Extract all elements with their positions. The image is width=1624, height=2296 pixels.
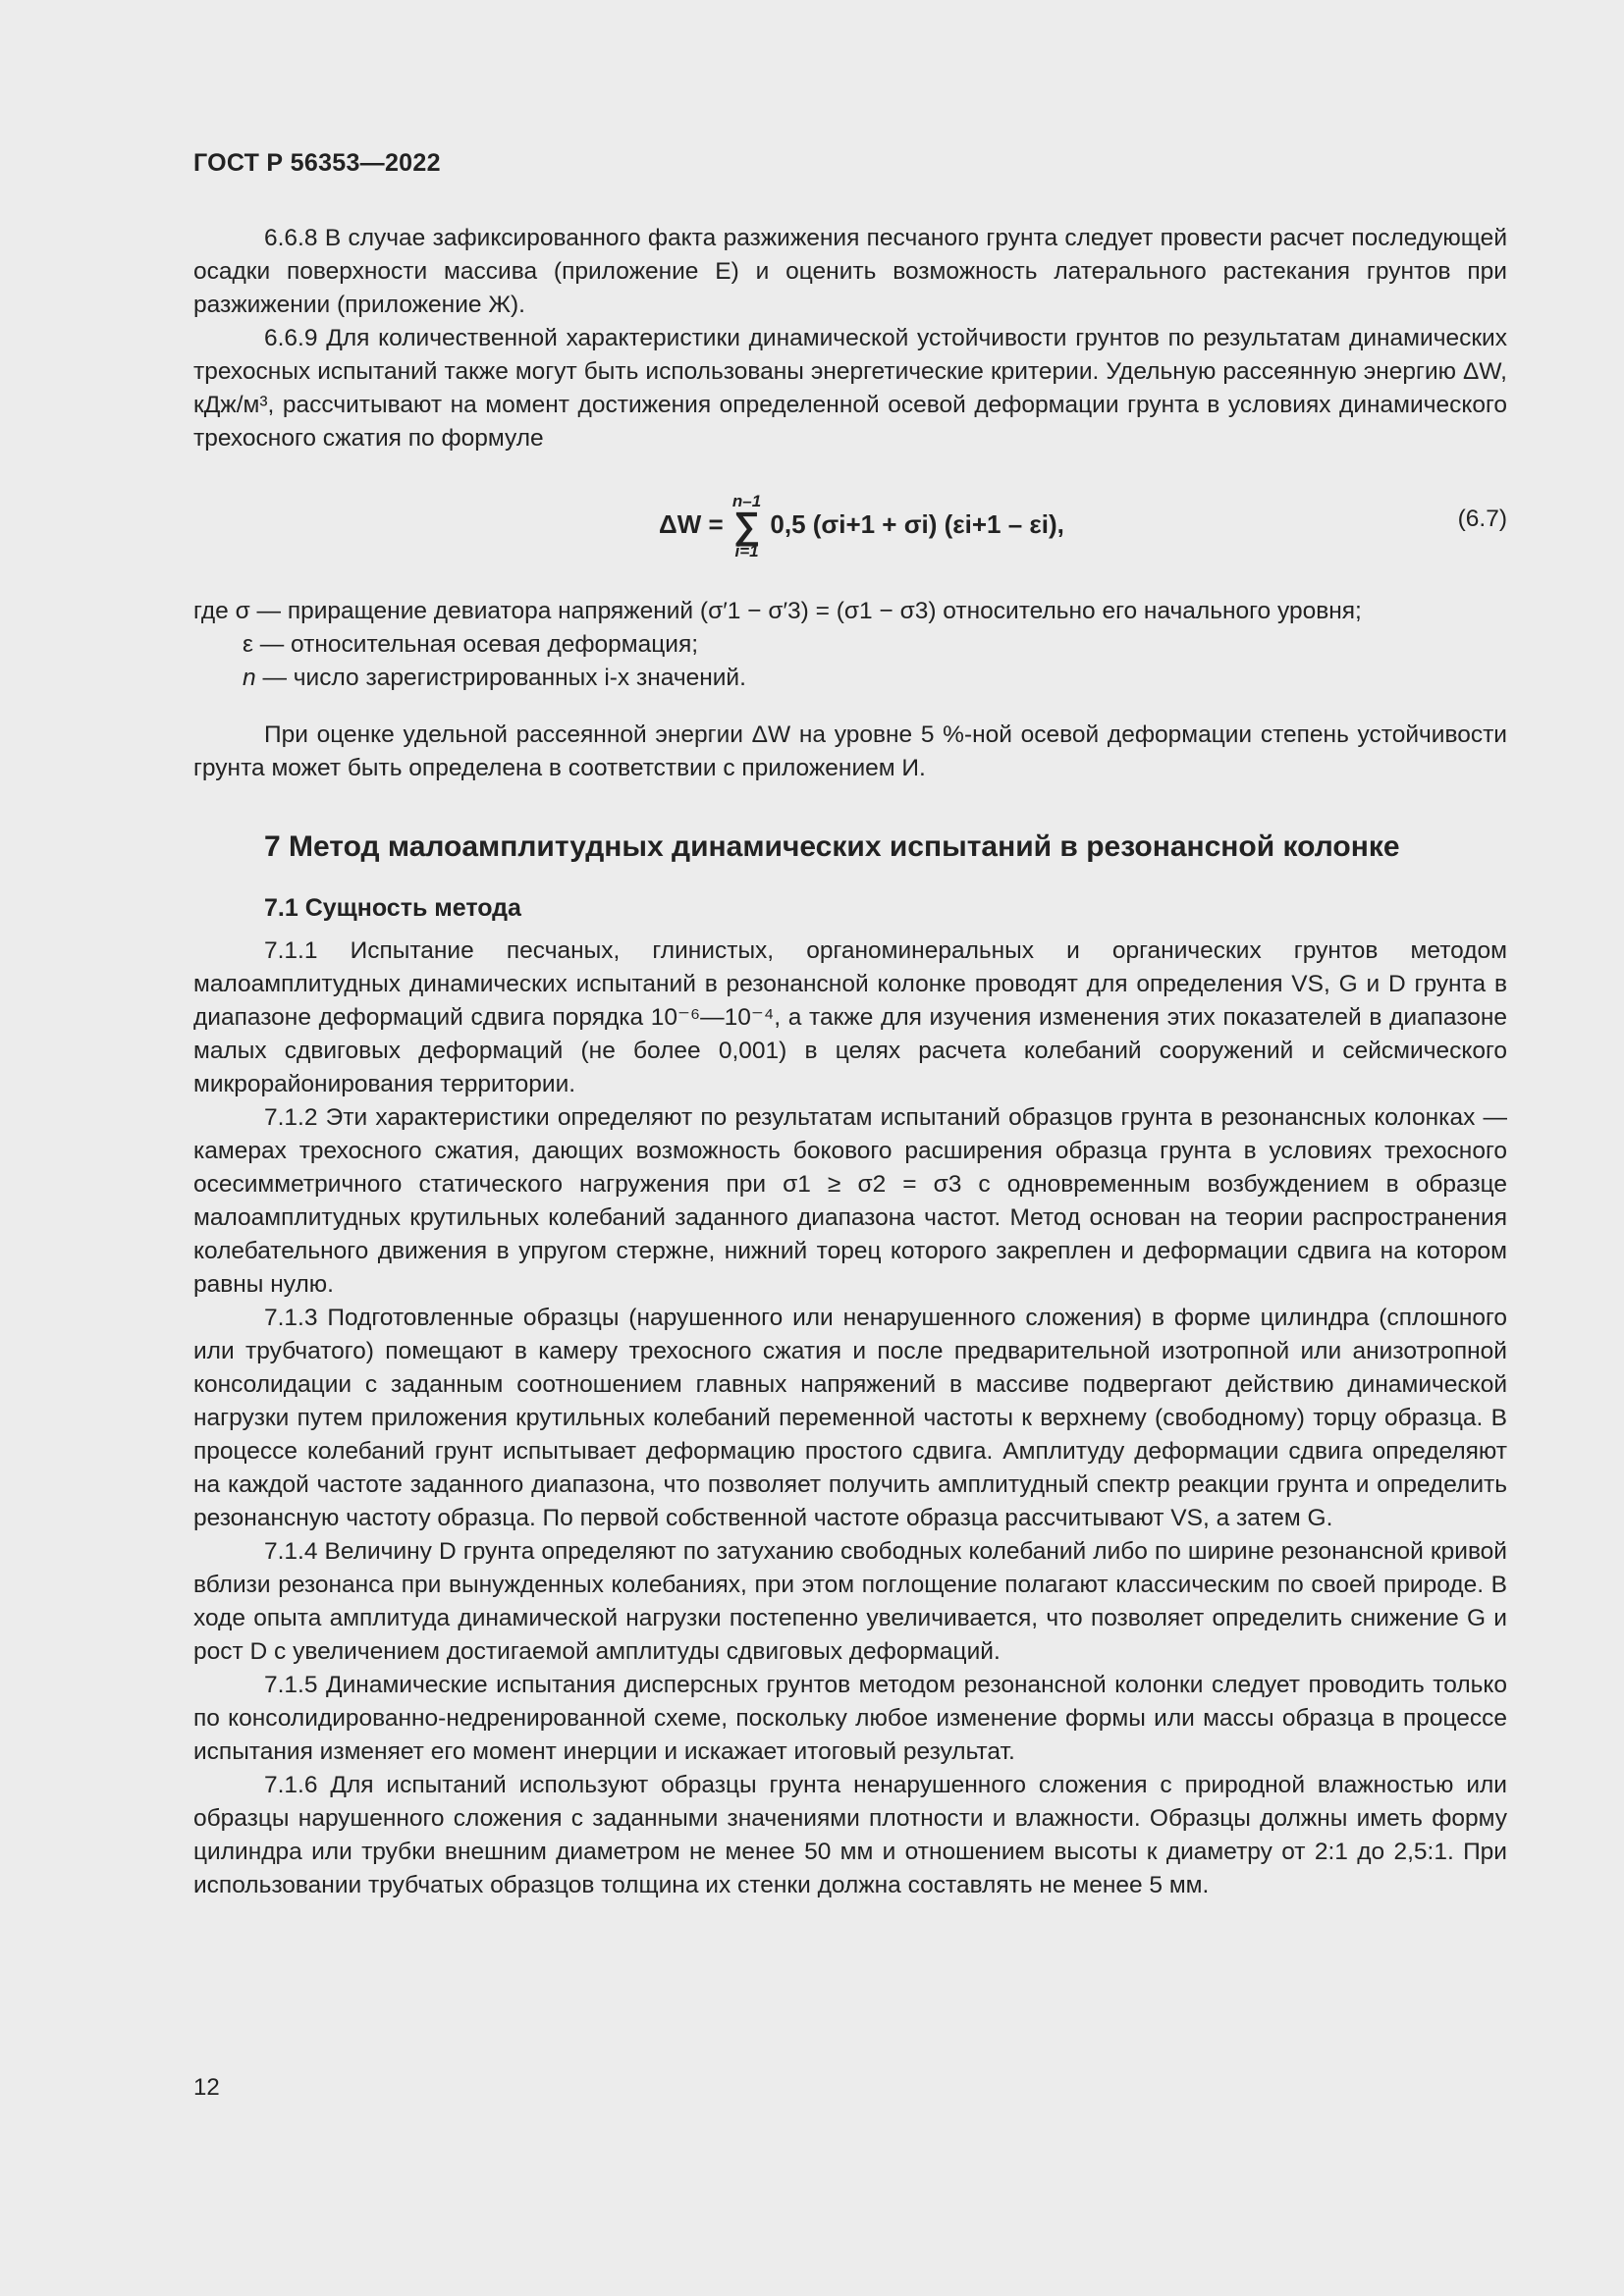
page-content [193, 222, 1507, 1902]
where-line-n [193, 662, 1507, 695]
formula-6-7 [193, 473, 1507, 589]
sigma-icon: ∑ [732, 506, 761, 547]
where-symbol: ε [243, 631, 253, 658]
paragraph-6-6-8: 6.6.8 В случае зафиксированного факта разжижения песчаного грунта следует провести расчет последующей осадки поверхности массива (приложение Е) и оценить возможность латерального растекания грунтов при разжижении (приложение Ж). [193, 225, 1507, 318]
summation [732, 493, 761, 560]
paragraph-7-1-1: 7.1.1 Испытание песчаных, глинистых, органоминеральных и органических грунтов методом малоамплитудных динамических испытаний в резонансной колонке проводят для определения VS, G и D грунта в диапазоне деформаций сдвига порядка 10⁻⁶—10⁻⁴, а также для изучения изменения этих показателей в диапазоне малых сдвиговых деформаций (не более 0,001) в целях расчета колебаний сооружений и сейсмического микрорайонирования территории. [193, 937, 1507, 1097]
formula-expression [659, 493, 1064, 560]
where-definition: — приращение девиатора напряжений (σ′1 − σ′3) = (σ1 − σ3) относительно его начального уровня; [256, 598, 1362, 624]
page-number: 12 [193, 2074, 220, 2101]
paragraph-6-6-9: 6.6.9 Для количественной характеристики динамической устойчивости грунтов по результатам динамических трехосных испытаний также могут быть использованы энергетические критерии. Удельную рассеянную энергию ΔW, кДж/м³, рассчитывают на момент достижения определенной осевой деформации грунта в условиях динамического трехосного сжатия по формуле [193, 325, 1507, 452]
paragraph-energy: При оценке удельной рассеянной энергии ΔW на уровне 5 %-ной осевой деформации степень устойчивости грунта может быть определена в соответствии с приложением И. [193, 721, 1507, 781]
formula-rhs: 0,5 (σi+1 + σi) (εi+1 – εi), [770, 508, 1064, 539]
section-7-heading: 7 Метод малоамплитудных динамических испытаний в резонансной колонке [264, 830, 1400, 863]
paragraph-7-1-3: 7.1.3 Подготовленные образцы (нарушенного или ненарушенного сложения) в форме цилиндра (сплошного или трубчатого) помещают в камеру трехосного сжатия и после предварительной изотропной или анизотропной консолидации с заданным соотношением главных напряжений в массиве подвергают действию динамической нагрузки путем приложения крутильных колебаний переменной частоты к верхнему (свободному) торцу образца. В процессе колебаний грунт испытывает деформацию простого сдвига. Амплитуду деформации сдвига определяют на каждой частоте заданного диапазона, что позволяет получить амплитудный спектр реакции грунта и определить резонансную частоту образца. По первой собственной частоте образца рассчитывают VS, а затем G. [193, 1305, 1507, 1531]
where-line-sigma [193, 595, 1507, 628]
equation-number: (6.7) [1457, 506, 1507, 532]
where-symbol: n [243, 665, 256, 691]
section-7-1-heading: 7.1 Сущность метода [264, 894, 521, 922]
where-lead: где [193, 598, 229, 624]
sum-lower-limit: i=1 [734, 542, 759, 561]
where-line-epsilon [193, 628, 1507, 662]
document-header: ГОСТ Р 56353—2022 [193, 149, 441, 177]
sum-upper-limit: n–1 [731, 492, 762, 510]
where-block [193, 595, 1507, 695]
paragraph-7-1-6: 7.1.6 Для испытаний используют образцы грунта ненарушенного сложения с природной влажностью или образцы нарушенного сложения с заданными значениями плотности и влажности. Образцы должны иметь форму цилиндра или трубки внешним диаметром не менее 50 мм и отношением высоты к диаметру от 2:1 до 2,5:1. При использовании трубчатых образцов толщина их стенки должна составлять не менее 5 мм. [193, 1772, 1507, 1898]
paragraph-7-1-4: 7.1.4 Величину D грунта определяют по затуханию свободных колебаний либо по ширине резонансной кривой вблизи резонанса при вынужденных колебаниях, при этом поглощение полагают классическим по своей природе. В ходе опыта амплитуда динамической нагрузки постепенно увеличивается, что позволяет определить снижение G и рост D с увеличением достигаемой амплитуды сдвиговых деформаций. [193, 1538, 1507, 1665]
paragraph-7-1-5: 7.1.5 Динамические испытания дисперсных грунтов методом резонансной колонки следует проводить только по консолидированно-недренированной схеме, поскольку любое изменение формы или массы образца в процессе испытания изменяет его момент инерции и искажает итоговый результат. [193, 1672, 1507, 1765]
paragraph-7-1-2: 7.1.2 Эти характеристики определяют по результатам испытаний образцов грунта в резонансных колонках — камерах трехосного сжатия, дающих возможность бокового расширения образца грунта в условиях трехосного осесимметричного статического нагружения при σ1 ≥ σ2 = σ3 с одновременным возбуждением в образце малоамплитудных крутильных колебаний заданного диапазона частот. Метод основан на теории распространения колебательного движения в упругом стержне, нижний торец которого закреплен и деформации сдвига на котором равны нулю. [193, 1104, 1507, 1298]
where-symbol: σ [235, 598, 250, 624]
formula-lhs: ΔW = [659, 508, 724, 539]
where-definition: — число зарегистрированных i-х значений. [262, 665, 746, 691]
where-definition: — относительная осевая деформация; [259, 631, 699, 658]
